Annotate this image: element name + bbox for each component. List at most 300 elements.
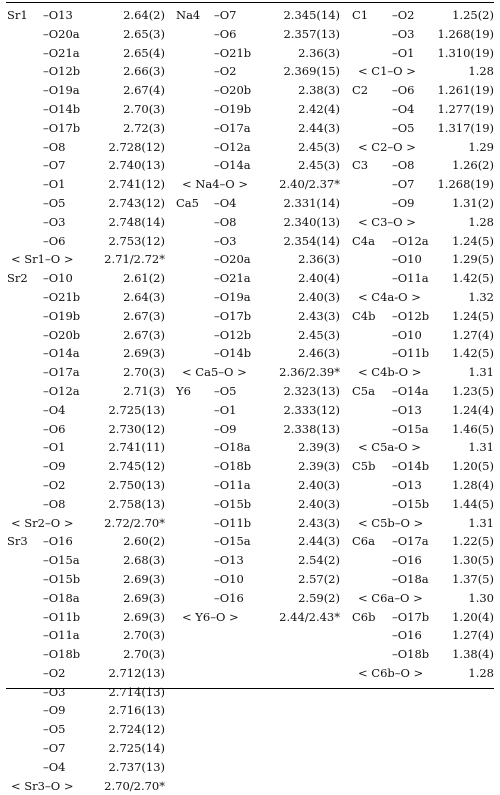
- ligand-oxygen: –O16: [43, 534, 73, 549]
- bond-distance: 1.20(5): [452, 459, 494, 474]
- bond-row: [176, 457, 340, 476]
- bond-row: [7, 589, 165, 608]
- bond-row: [7, 720, 165, 739]
- bond-distance: 2.70(3): [123, 628, 165, 643]
- bond-distance: 1.20(4): [452, 609, 494, 624]
- ligand-oxygen: –O8: [392, 158, 415, 173]
- bond-distance: 2.40(3): [298, 289, 340, 304]
- bond-row: [176, 532, 340, 551]
- bond-row: [176, 44, 340, 63]
- bond-distance: 1.23(5): [452, 383, 494, 398]
- ligand-oxygen: –O20a: [214, 252, 251, 267]
- ligand-oxygen: –O6: [214, 26, 237, 41]
- bond-row: [352, 156, 494, 175]
- bond-row: [352, 626, 494, 645]
- ligand-oxygen: –O10: [214, 571, 244, 586]
- bond-row: [7, 269, 165, 288]
- bond-distance: 2.65(4): [123, 45, 165, 60]
- bond-distance: 2.357(13): [283, 26, 340, 41]
- bond-row: [352, 307, 494, 326]
- average-distance: 1.29: [468, 139, 494, 154]
- bond-row: [352, 44, 494, 63]
- bond-row: [352, 344, 494, 363]
- bond-distance: 1.46(5): [452, 421, 494, 436]
- ligand-oxygen: –O4: [43, 759, 66, 774]
- bond-row: [352, 495, 494, 514]
- bond-row: [7, 626, 165, 645]
- ligand-oxygen: –O13: [392, 402, 422, 417]
- bond-distance: 2.64(2): [123, 8, 165, 22]
- bond-distance: 2.69(3): [123, 609, 165, 624]
- bond-row: [352, 532, 494, 551]
- bond-row: [352, 608, 494, 627]
- bond-distance: 2.46(3): [298, 346, 340, 361]
- ligand-oxygen: –O2: [392, 8, 415, 22]
- bond-distance: 2.340(13): [283, 214, 340, 229]
- table-bottom-rule: [6, 688, 494, 689]
- central-atom: Sr3: [7, 534, 28, 549]
- table-column-3: [352, 6, 494, 683]
- bond-row: [352, 457, 494, 476]
- bond-distance: 2.40(3): [298, 496, 340, 511]
- ligand-oxygen: –O2: [214, 64, 237, 79]
- bond-row: [352, 250, 494, 269]
- average-distance: 1.31: [468, 440, 494, 455]
- bond-row: [7, 6, 165, 25]
- bond-distance: 2.68(3): [123, 553, 165, 568]
- ligand-oxygen: –O14b: [214, 346, 252, 361]
- bond-distance: 1.261(19): [437, 83, 494, 98]
- average-row: [352, 213, 494, 232]
- ligand-oxygen: –O1: [43, 440, 66, 455]
- ligand-oxygen: –O18b: [214, 459, 252, 474]
- average-label: < C3–O >: [358, 214, 416, 229]
- ligand-oxygen: –O12b: [392, 308, 430, 323]
- bond-distance: 1.27(4): [452, 628, 494, 643]
- bond-distance: 1.268(19): [437, 177, 494, 192]
- ligand-oxygen: –O15a: [43, 553, 80, 568]
- bond-distance: 2.65(3): [123, 26, 165, 41]
- table-column-2: [176, 6, 340, 626]
- ligand-oxygen: –O7: [43, 741, 66, 756]
- ligand-oxygen: –O12a: [43, 383, 80, 398]
- ligand-oxygen: –O19b: [214, 101, 252, 116]
- ligand-oxygen: –O20a: [43, 26, 80, 41]
- bond-distance: 2.323(13): [283, 383, 340, 398]
- ligand-oxygen: –O7: [392, 177, 415, 192]
- bond-row: [7, 232, 165, 251]
- ligand-oxygen: –O18b: [43, 647, 81, 662]
- bond-row: [352, 119, 494, 138]
- bond-distance: 1.317(19): [437, 120, 494, 135]
- average-label: < Ca5–O >: [182, 365, 247, 380]
- bond-row: [7, 213, 165, 232]
- average-label: < Sr3–O >: [11, 778, 74, 793]
- ligand-oxygen: –O6: [43, 421, 66, 436]
- bond-distance: 2.43(3): [298, 515, 340, 530]
- average-label: < C4a-O >: [358, 289, 421, 304]
- bond-row: [7, 175, 165, 194]
- bond-row: [352, 175, 494, 194]
- bond-row: [176, 288, 340, 307]
- ligand-oxygen: –O16: [392, 553, 422, 568]
- bond-row: [176, 81, 340, 100]
- table-column-1: [7, 6, 165, 795]
- ligand-oxygen: –O17b: [392, 609, 430, 624]
- ligand-oxygen: –O17b: [214, 308, 252, 323]
- bond-distance: 2.730(12): [108, 421, 165, 436]
- average-distance: 1.32: [468, 289, 494, 304]
- bond-row: [352, 420, 494, 439]
- ligand-oxygen: –O14a: [43, 346, 80, 361]
- bond-row: [176, 307, 340, 326]
- average-distance: 2.70/2.70*: [104, 778, 165, 793]
- ligand-oxygen: –O5: [43, 722, 66, 737]
- ligand-oxygen: –O2: [43, 665, 66, 680]
- bond-row: [176, 476, 340, 495]
- ligand-oxygen: –O17a: [43, 365, 80, 380]
- average-row: [352, 62, 494, 81]
- ligand-oxygen: –O21b: [43, 289, 81, 304]
- ligand-oxygen: –O7: [214, 8, 237, 22]
- bond-row: [176, 100, 340, 119]
- bond-distance: 1.42(5): [452, 346, 494, 361]
- bond-row: [176, 344, 340, 363]
- ligand-oxygen: –O21a: [214, 271, 251, 286]
- average-distance: 2.72/2.70*: [104, 515, 165, 530]
- bond-row: [7, 758, 165, 777]
- ligand-oxygen: –O16: [392, 628, 422, 643]
- average-row: [176, 175, 340, 194]
- ligand-oxygen: –O13: [392, 477, 422, 492]
- central-atom: C3: [352, 158, 369, 173]
- bond-distance: 2.45(3): [298, 158, 340, 173]
- average-row: [176, 608, 340, 627]
- bond-distance: 1.44(5): [452, 496, 494, 511]
- bond-row: [352, 551, 494, 570]
- ligand-oxygen: –O3: [214, 233, 237, 248]
- bond-distance: 2.737(13): [108, 759, 165, 774]
- ligand-oxygen: –O11b: [392, 346, 430, 361]
- ligand-oxygen: –O15b: [43, 571, 81, 586]
- bond-distance: 2.728(12): [108, 139, 165, 154]
- bond-row: [176, 138, 340, 157]
- ligand-oxygen: –O4: [43, 402, 66, 417]
- central-atom: Na4: [176, 8, 201, 22]
- bond-distance: 2.69(3): [123, 346, 165, 361]
- ligand-oxygen: –O10: [392, 252, 422, 267]
- bond-row: [7, 100, 165, 119]
- average-row: [352, 514, 494, 533]
- average-label: < Y6–O >: [182, 609, 239, 624]
- average-row: [352, 589, 494, 608]
- ligand-oxygen: –O12b: [214, 327, 252, 342]
- central-atom: C6b: [352, 609, 376, 624]
- ligand-oxygen: –O3: [43, 684, 66, 699]
- bond-row: [7, 401, 165, 420]
- ligand-oxygen: –O4: [392, 101, 415, 116]
- bond-row: [352, 232, 494, 251]
- bond-distance: 2.71(3): [123, 383, 165, 398]
- average-label: < C4b-O >: [358, 365, 422, 380]
- bond-row: [176, 326, 340, 345]
- bond-distance: 2.725(14): [108, 741, 165, 756]
- bond-row: [7, 44, 165, 63]
- bond-row: [176, 269, 340, 288]
- average-label: < Na4–O >: [182, 177, 248, 192]
- central-atom: C4b: [352, 308, 376, 323]
- bond-distance: 1.25(2): [452, 8, 494, 22]
- bond-distance: 2.716(13): [108, 703, 165, 718]
- bond-row: [7, 288, 165, 307]
- central-atom: C6a: [352, 534, 375, 549]
- ligand-oxygen: –O7: [43, 158, 66, 173]
- ligand-oxygen: –O14a: [214, 158, 251, 173]
- central-atom: Ca5: [176, 195, 199, 210]
- bond-row: [352, 81, 494, 100]
- bond-distance: 2.745(12): [108, 459, 165, 474]
- bond-distance: 2.36(3): [298, 45, 340, 60]
- bond-distance: 2.70(3): [123, 101, 165, 116]
- bond-distance: 2.345(14): [283, 8, 340, 22]
- bond-row: [7, 495, 165, 514]
- bond-distance: 2.67(4): [123, 83, 165, 98]
- central-atom: C5a: [352, 383, 375, 398]
- ligand-oxygen: –O9: [392, 195, 415, 210]
- ligand-oxygen: –O19b: [43, 308, 81, 323]
- bond-row: [176, 194, 340, 213]
- bond-row: [7, 194, 165, 213]
- ligand-oxygen: –O19a: [214, 289, 251, 304]
- ligand-oxygen: –O18a: [214, 440, 251, 455]
- bond-row: [7, 570, 165, 589]
- bond-row: [352, 25, 494, 44]
- bond-row: [7, 664, 165, 683]
- bond-distance: 2.743(12): [108, 195, 165, 210]
- ligand-oxygen: –O8: [43, 496, 66, 511]
- bond-distance: 1.31(2): [452, 195, 494, 210]
- central-atom: Y6: [176, 383, 191, 398]
- bond-row: [7, 81, 165, 100]
- bond-distance: 1.24(5): [452, 308, 494, 323]
- bond-distance: 2.60(2): [123, 534, 165, 549]
- ligand-oxygen: –O13: [214, 553, 244, 568]
- bond-row: [7, 62, 165, 81]
- ligand-oxygen: –O9: [214, 421, 237, 436]
- bond-distance: 1.24(4): [452, 402, 494, 417]
- bond-distance: 1.268(19): [437, 26, 494, 41]
- average-label: < C6a–O >: [358, 590, 423, 605]
- ligand-oxygen: –O12a: [392, 233, 429, 248]
- bond-row: [176, 438, 340, 457]
- ligand-oxygen: –O11b: [214, 515, 252, 530]
- central-atom: C4a: [352, 233, 375, 248]
- bond-row: [176, 570, 340, 589]
- bond-distance: 2.59(2): [298, 590, 340, 605]
- bond-row: [7, 532, 165, 551]
- ligand-oxygen: –O11a: [43, 628, 80, 643]
- ligand-oxygen: –O18b: [392, 647, 430, 662]
- bond-distance: 1.310(19): [437, 45, 494, 60]
- bond-row: [7, 476, 165, 495]
- bond-distance: 2.758(13): [108, 496, 165, 511]
- central-atom: C2: [352, 83, 369, 98]
- ligand-oxygen: –O11b: [43, 609, 81, 624]
- ligand-oxygen: –O15b: [392, 496, 430, 511]
- ligand-oxygen: –O8: [214, 214, 237, 229]
- bond-row: [7, 457, 165, 476]
- average-distance: 1.30: [468, 590, 494, 605]
- average-label: < C6b–O >: [358, 665, 424, 680]
- ligand-oxygen: –O6: [43, 233, 66, 248]
- bond-distance: 2.740(13): [108, 158, 165, 173]
- bond-distance: 2.338(13): [283, 421, 340, 436]
- ligand-oxygen: –O20b: [214, 83, 252, 98]
- bond-row: [352, 269, 494, 288]
- bond-row: [352, 194, 494, 213]
- ligand-oxygen: –O17b: [43, 120, 81, 135]
- bond-row: [7, 119, 165, 138]
- bond-distance: 2.354(14): [283, 233, 340, 248]
- ligand-oxygen: –O17a: [392, 534, 429, 549]
- bond-distance: 1.24(5): [452, 233, 494, 248]
- ligand-oxygen: –O5: [43, 195, 66, 210]
- bond-distance: 2.331(14): [283, 195, 340, 210]
- bond-distance: 2.70(3): [123, 647, 165, 662]
- average-label: < C1–O >: [358, 64, 416, 79]
- bond-distance: 2.40(4): [298, 271, 340, 286]
- bond-row: [176, 589, 340, 608]
- bond-row: [352, 326, 494, 345]
- ligand-oxygen: –O18a: [392, 571, 429, 586]
- ligand-oxygen: –O18a: [43, 590, 80, 605]
- average-row: [7, 250, 165, 269]
- ligand-oxygen: –O16: [214, 590, 244, 605]
- ligand-oxygen: –O15a: [214, 534, 251, 549]
- average-distance: 1.31: [468, 515, 494, 530]
- bond-row: [352, 570, 494, 589]
- bond-distance: 1.22(5): [452, 534, 494, 549]
- bond-distance: 2.54(2): [298, 553, 340, 568]
- ligand-oxygen: –O1: [392, 45, 415, 60]
- average-distance: 2.36/2.39*: [279, 365, 340, 380]
- ligand-oxygen: –O15a: [392, 421, 429, 436]
- ligand-oxygen: –O20b: [43, 327, 81, 342]
- average-row: [176, 363, 340, 382]
- bond-distance: 2.750(13): [108, 477, 165, 492]
- ligand-oxygen: –O11a: [392, 271, 429, 286]
- bond-distance: 2.39(3): [298, 459, 340, 474]
- average-label: < C5a-O >: [358, 440, 421, 455]
- bond-row: [176, 250, 340, 269]
- central-atom: C1: [352, 8, 369, 22]
- bond-row: [176, 25, 340, 44]
- ligand-oxygen: –O11a: [214, 477, 251, 492]
- bond-distance: 2.61(2): [123, 271, 165, 286]
- average-label: < Sr1–O >: [11, 252, 74, 267]
- bond-row: [176, 232, 340, 251]
- bond-row: [176, 6, 340, 25]
- bond-distance: 2.741(12): [108, 177, 165, 192]
- ligand-oxygen: –O8: [43, 139, 66, 154]
- bond-distance: 2.57(2): [298, 571, 340, 586]
- bond-row: [7, 25, 165, 44]
- ligand-oxygen: –O5: [392, 120, 415, 135]
- ligand-oxygen: –O10: [43, 271, 73, 286]
- bond-row: [176, 213, 340, 232]
- bond-distance: 2.43(3): [298, 308, 340, 323]
- bond-distance: 2.725(13): [108, 402, 165, 417]
- bond-distance: 1.42(5): [452, 271, 494, 286]
- central-atom: C5b: [352, 459, 376, 474]
- bond-row: [176, 495, 340, 514]
- average-distance: 2.40/2.37*: [279, 177, 340, 192]
- bond-distance: 2.70(3): [123, 365, 165, 380]
- bond-row: [176, 382, 340, 401]
- ligand-oxygen: –O21b: [214, 45, 252, 60]
- bond-distance: 2.39(3): [298, 440, 340, 455]
- ligand-oxygen: –O12a: [214, 139, 251, 154]
- bond-distance: 1.27(4): [452, 327, 494, 342]
- ligand-oxygen: –O3: [392, 26, 415, 41]
- ligand-oxygen: –O9: [43, 459, 66, 474]
- bond-distance: 2.67(3): [123, 308, 165, 323]
- bond-row: [176, 156, 340, 175]
- bond-row: [7, 363, 165, 382]
- bond-row: [7, 683, 165, 702]
- bond-distance: 2.67(3): [123, 327, 165, 342]
- average-distance: 1.28: [468, 64, 494, 79]
- bond-row: [176, 420, 340, 439]
- bond-distance: 1.28(4): [452, 477, 494, 492]
- average-label: < C5b–O >: [358, 515, 424, 530]
- ligand-oxygen: –O5: [214, 383, 237, 398]
- bond-row: [7, 420, 165, 439]
- bond-row: [7, 438, 165, 457]
- bond-distance: 2.741(11): [108, 440, 165, 455]
- average-distance: 1.28: [468, 214, 494, 229]
- bond-distance: 1.26(2): [452, 158, 494, 173]
- bond-row: [7, 156, 165, 175]
- bond-row: [176, 401, 340, 420]
- bond-distance: 2.72(3): [123, 120, 165, 135]
- bond-row: [352, 6, 494, 25]
- bond-row: [352, 382, 494, 401]
- ligand-oxygen: –O15b: [214, 496, 252, 511]
- average-row: [7, 514, 165, 533]
- average-distance: 2.44/2.43*: [279, 609, 340, 624]
- bond-distance: 1.30(5): [452, 553, 494, 568]
- bond-row: [7, 608, 165, 627]
- bond-distance: 2.66(3): [123, 64, 165, 79]
- average-row: [352, 138, 494, 157]
- bond-distance: 1.277(19): [437, 101, 494, 116]
- bond-row: [7, 551, 165, 570]
- central-atom: Sr2: [7, 271, 28, 286]
- average-distance: 1.28: [468, 665, 494, 680]
- ligand-oxygen: –O21a: [43, 45, 80, 60]
- average-label: < C2–O >: [358, 139, 416, 154]
- average-row: [352, 288, 494, 307]
- bond-row: [7, 344, 165, 363]
- bond-row: [7, 307, 165, 326]
- ligand-oxygen: –O10: [392, 327, 422, 342]
- bond-row: [176, 62, 340, 81]
- average-row: [352, 363, 494, 382]
- average-label: < Sr2–O >: [11, 515, 74, 530]
- ligand-oxygen: –O3: [43, 214, 66, 229]
- average-distance: 2.71/2.72*: [104, 252, 165, 267]
